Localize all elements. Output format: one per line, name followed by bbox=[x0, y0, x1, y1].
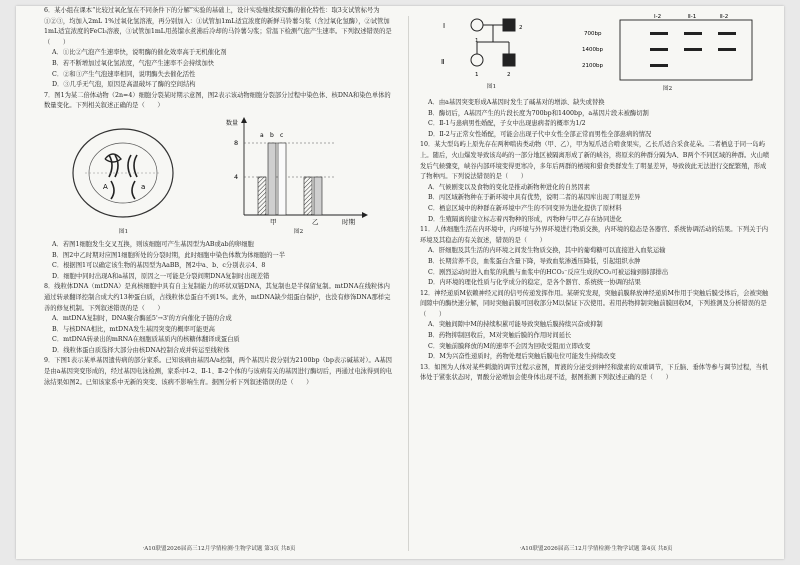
question-7-option-b: B．图2中乙时期对应图1细胞所处的分裂时期，此时细胞中染色体数为体细胞的一半 bbox=[52, 251, 286, 259]
y-axis-symbol: 数量 bbox=[225, 120, 238, 128]
figure-2-caption: 图2 bbox=[293, 229, 304, 236]
question-7 bbox=[44, 91, 394, 283]
lane-label-i2: Ⅰ-2 bbox=[653, 14, 661, 20]
question-7-option-d: D．细胞中同时出现A和a基因，原因之一可能是分裂间期DNA复制时出现差错 bbox=[52, 272, 270, 280]
question-11-option-a: A．肝细胞及其生活的内环境之间发生物质交换，其中的葡萄糖可以直接进入血浆运输 bbox=[428, 247, 666, 255]
question-8-stem: 8．线粒体DNA（mtDNA）是真核细胞中具有自主复制能力的环状双链DNA，其复制也是半保留复制。mtDNA在线粒体内通过转录翻译控制合成大约13种蛋白质，占线粒体总蛋白不到1%。此外，mtDNA缺少组蛋白保护，也没有修饰DNA那样完善的修复机制。下列叙述错误的是（ ） bbox=[44, 283, 391, 312]
cell-division-diagram bbox=[65, 119, 183, 227]
x-axis-label: 时期 bbox=[341, 218, 355, 227]
size-label-2100: 2100bp bbox=[581, 63, 603, 69]
bar-jia-b bbox=[268, 143, 276, 215]
question-9-figures bbox=[420, 12, 772, 98]
figure-2-bar-chart bbox=[224, 115, 374, 238]
chromosome-dna-chart bbox=[224, 115, 374, 227]
bar-yi-a bbox=[304, 177, 312, 215]
figure-1-cell bbox=[65, 119, 183, 238]
band-i2-2100 bbox=[650, 64, 668, 67]
lane-label-ii1: Ⅱ-1 bbox=[687, 14, 696, 20]
question-7-figures bbox=[44, 114, 394, 238]
question-10-option-b: B．丙区域新物种在于新环境中具有优势，说明二者的基因库出现了明显差异 bbox=[428, 194, 641, 202]
allele-label-a-upper: A bbox=[102, 183, 108, 192]
band-ii1-1400 bbox=[684, 48, 702, 51]
exam-sheet bbox=[16, 6, 784, 559]
question-7-stem: 7．图1为某二倍体动物（2n=4）细胞分裂某时期示意图，图2表示该动物细胞分裂部分过程中染色体、核DNA和染色单体的数量变化。下列相关叙述正确的是（ ） bbox=[44, 91, 391, 110]
band-i2-700 bbox=[650, 32, 668, 35]
question-6-option-b: B．若不断增加过氧化氢浓度，气泡产生速率不会持续加快 bbox=[52, 59, 215, 67]
question-6 bbox=[44, 6, 394, 91]
question-9-option-b: B．酶切后，A基因产生的片段长度为700bp和1400bp，a基因片段未被酶切割 bbox=[428, 109, 649, 117]
electrophoresis-gel bbox=[580, 12, 756, 84]
size-label-700: 700bp bbox=[583, 31, 601, 37]
question-7-option-c: C．根据图1可以确定该生物的基因型为AaBB，图2中a、b、c分别表示4、8 bbox=[52, 262, 266, 270]
question-11 bbox=[420, 225, 772, 289]
question-13 bbox=[420, 363, 772, 384]
page-4-footer: ·A10联盟2026届高三12月学情检测·生物学试题 第4页 共8页 bbox=[519, 546, 673, 553]
question-9-option-d: D．Ⅱ-2与正常女性婚配，可能会出现子代中女性全部正常而男性全部患病的情况 bbox=[428, 130, 652, 138]
band-ii2-700 bbox=[718, 32, 736, 35]
generation-label-1: Ⅰ bbox=[442, 22, 445, 30]
question-11-option-d: D．内环境的理化性质与化学成分的稳定，是各个器官、系统统一协调的结果 bbox=[428, 279, 641, 287]
question-11-option-b: B．长期营养不良，血浆蛋白含量下降，导致血浆渗透压降低，引起组织水肿 bbox=[428, 257, 641, 265]
question-8-option-b: B．与核DNA相比，mtDNA发生基因突变的概率可能更高 bbox=[52, 325, 215, 333]
page-4 bbox=[420, 6, 772, 559]
member-label-i2: 2 bbox=[518, 25, 522, 31]
question-9-stem: 9．下图1表示某单基因遗传病的部分家系。已知该病由基因A/a控制，两个基因片段分别为2100bp（bp表示碱基对）。A基因是由a基因突变形成的，经过基因电泳检测，家系中Ⅰ-2、Ⅱ-1、Ⅱ-2个体的与该病有关的基因进行酶切后，再通过电泳得到的电泳结果如图2。已知该家系中无新的突变、该病不影响生育。据图分析下列叙述错误的是（ ） bbox=[44, 357, 393, 386]
question-10-stem: 10．某大型岛屿上原先存在两种啮齿类动物（甲、乙），甲为短爪适合啃食果实，乙长爪适合采食花朵。二者栖息于同一岛屿上。随后，火山爆发导致该岛屿的一部分地区被隔离形成了新的峡谷，将原来的种群分隔为A、B两个不同区域的种群。火山喷发后气候骤变，峡谷内部环境变得更寒冷，多年后两群的栖境和猎食类群发生了明显差异，导致彼此无法进行交配繁殖，形成了物种丙。下列说法错误的是（ ） bbox=[420, 141, 770, 181]
question-8 bbox=[44, 282, 394, 356]
stage-label-jia: 甲 bbox=[269, 218, 276, 227]
question-12-option-c: C．突触前膜释放的M的速率不会因为回收受阻而立即改变 bbox=[428, 342, 591, 350]
question-10-option-d: D．生殖隔离的建立标志着丙物种的形成，丙物种与甲乙存在协同进化 bbox=[428, 215, 622, 223]
page-3-footer: ·A10联盟2026届高三12月学情检测·生物学试题 第3页 共8页 bbox=[142, 546, 296, 553]
question-9-options bbox=[420, 98, 772, 140]
question-7-option-a: A．若图1细胞发生交叉互换，则该细胞可产生基因型为AB或ab的卵细胞 bbox=[52, 240, 254, 248]
question-9-option-c: C．Ⅱ-1与患病男性婚配，子女中出现患病者的概率为1/2 bbox=[428, 120, 586, 128]
bar-label-c: c bbox=[279, 132, 283, 140]
question-12-option-d: D．M为兴奋性递质时，药物处理后突触后膜电位可能发生持续改变 bbox=[428, 353, 616, 361]
affected-male-i-2 bbox=[503, 19, 515, 31]
pedigree-caption: 图1 bbox=[486, 84, 497, 90]
bar-label-a: a bbox=[259, 132, 264, 140]
page-divider bbox=[408, 16, 409, 551]
bar-jia-a bbox=[258, 177, 266, 215]
bar-jia-c bbox=[278, 143, 286, 215]
y-tick-8: 8 bbox=[233, 139, 238, 148]
y-tick-4: 4 bbox=[233, 173, 238, 182]
question-12-option-b: B．药物抑制回收后，M对突触后膜的作用时间延长 bbox=[428, 332, 572, 340]
figure-1-caption: 图1 bbox=[118, 229, 129, 236]
question-6-option-d: D．③几乎无气泡，原因是高温破坏了酶的空间结构 bbox=[52, 81, 196, 89]
bar-yi-b bbox=[314, 177, 322, 215]
question-10-option-a: A．气候剧变以及食物的变化是推动新物种进化的自然因素 bbox=[428, 183, 590, 191]
question-11-stem: 11．人体细胞生活在内环境中，内环境与外界环境进行物质交换，内环境的稳态是各器官、系统协调活动的结果。下列关于内环境及其稳态的有关叙述，错误的是（ ） bbox=[420, 226, 769, 244]
page-3 bbox=[44, 6, 394, 559]
question-13-stem: 13．如图为人体对某些刺激的调节过程示意图，胃液的分泌受到神经和激素的双重调节，下丘脑、垂体等参与调节过程，当机体处于紧张状态时，胃酸分泌增加会使身体出现不适，据图推测下列叙述正确的是（ ） bbox=[420, 363, 769, 382]
question-6-option-c: C．②和③产生气泡速率相同，说明酶失去催化活性 bbox=[52, 70, 196, 78]
question-8-option-d: D．线粒体蛋白质选择大部分由核DNA控制合成并转运至线粒体 bbox=[52, 346, 230, 354]
member-label-ii1: 1 bbox=[474, 72, 478, 78]
member-label-i1: 1 bbox=[474, 38, 478, 44]
member-label-ii2: 2 bbox=[506, 72, 510, 78]
gel-figure bbox=[580, 12, 756, 95]
bar-label-b: b bbox=[269, 132, 274, 140]
question-10-option-c: C．栖息区域中的种群在新环境中产生的不同变异为进化提供了原材料 bbox=[428, 204, 622, 212]
question-6-option-a: A．①比②气泡产生速率快，说明酶的催化效率高于无机催化剂 bbox=[52, 49, 227, 57]
question-9-option-a: A．由a基因突变形成A基因时发生了碱基对的增添、缺失或替换 bbox=[428, 99, 605, 106]
question-8-option-a: A．mtDNA复制时，DNA聚合酶延5'→3'的方向催化子链的合成 bbox=[52, 315, 232, 323]
affected-male-ii-2 bbox=[503, 54, 515, 66]
question-10 bbox=[420, 140, 772, 225]
question-6-stem: 6．某小组在课本“比较过氧化氢在不同条件下的分解”实验的基础上，设计实验继续探究酶的催化特性：取3支试管标号为①②③，均加入2mL 1%过氧化氢溶液，再分别加入：①试管加1mL适宜浓度的新鲜马铃薯匀浆（含过氧化氢酶），②试管加1mL适宜浓度的FeCl₃溶液，③试管加1mL用蒸馏水煮沸后冷却的马铃薯匀浆；常温下检测气泡产生速率。下列叙述错误的是（ ） bbox=[44, 7, 392, 46]
question-12 bbox=[420, 289, 772, 363]
gel-caption: 图2 bbox=[662, 86, 673, 92]
band-i2-1400 bbox=[650, 48, 668, 51]
question-9 bbox=[44, 356, 394, 388]
question-8-option-c: C．mtDNA转录出的mRNA在细胞质基质内的核糖体翻译成蛋白质 bbox=[52, 336, 240, 344]
pedigree-chart bbox=[437, 12, 547, 82]
generation-label-2: Ⅱ bbox=[440, 58, 444, 66]
question-11-option-c: C．剧烈运动时进入血浆的乳酸与血浆中的HCO₃⁻反应生成的CO₂可被运输到肺部排出 bbox=[428, 268, 669, 276]
female-i-1 bbox=[471, 19, 483, 31]
question-12-stem: 12．神经递质M依赖神经元间的信号传递发挥作用。某研究发现，突触前膜释放神经递质M作用于突触后膜受体后，会被突触间隙中的酶快速分解，同时突触前膜可回收部分M以保证下次使用。若用药物抑制突触前膜回收M，下列推测及分析错误的是（ ） bbox=[420, 289, 769, 318]
female-ii-1 bbox=[471, 54, 483, 66]
size-label-1400: 1400bp bbox=[581, 47, 603, 53]
band-ii1-700 bbox=[684, 32, 702, 35]
question-12-option-a: A．突触间隙中M的持续积累可能导致突触后膜持续兴奋或抑制 bbox=[428, 321, 603, 329]
lane-label-ii2: Ⅱ-2 bbox=[719, 14, 728, 20]
stage-label-yi: 乙 bbox=[311, 218, 318, 227]
band-ii2-1400 bbox=[718, 48, 736, 51]
allele-label-a-lower: a bbox=[140, 183, 145, 192]
pedigree-figure bbox=[437, 12, 547, 93]
